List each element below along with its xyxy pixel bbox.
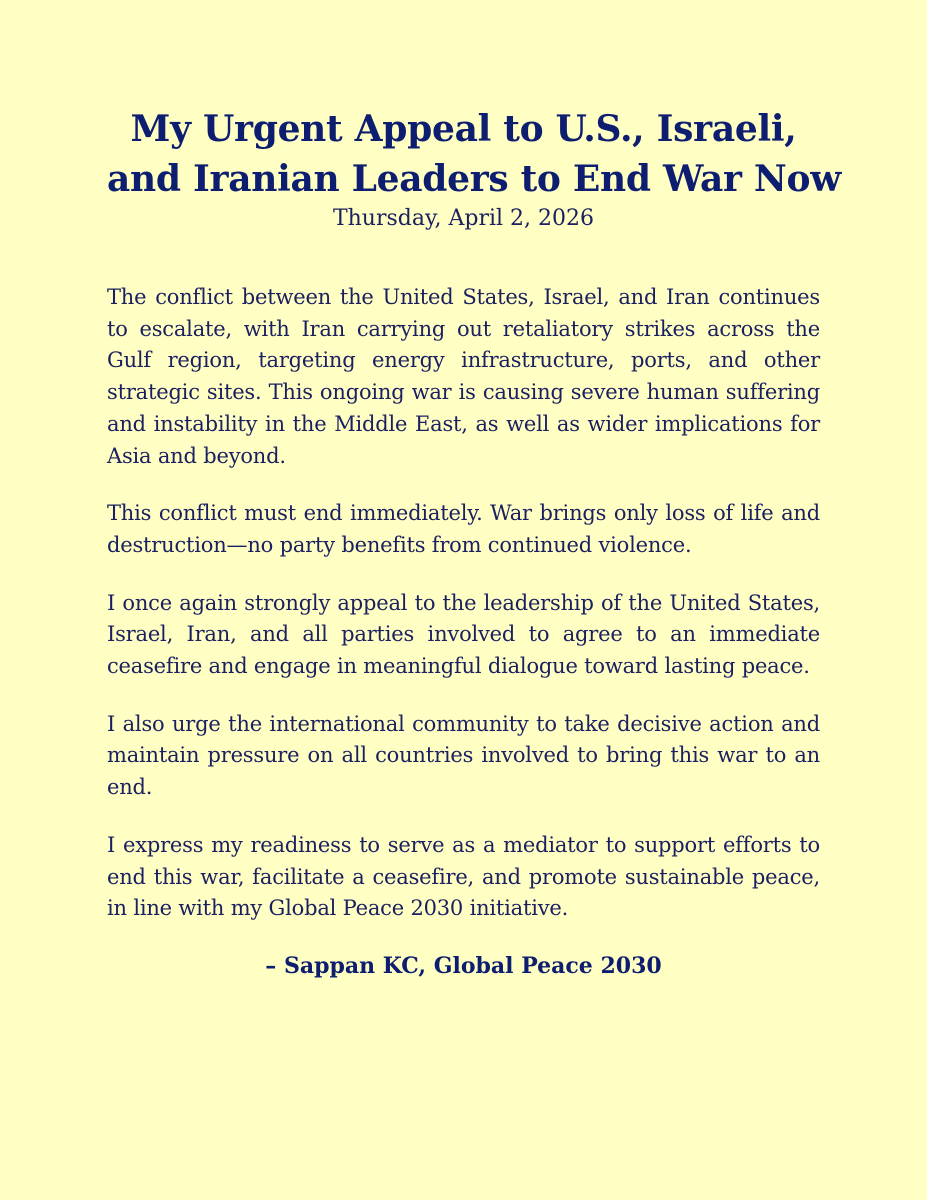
title-line-2: and Iranian Leaders to End War Now [107,158,841,200]
paragraph-5: I express my readiness to serve as a mediator to support efforts to end this war, facilitate a ceasefire, and promote sustainable peace, in line with my Global Peace 2030 initiative. [107,832,820,921]
signature: – Sappan KC, Global Peace 2030 [265,952,662,979]
paragraph-4: I also urge the international community to take decisive action and maintain pressure on all countries involved to bring this war to an end. [107,711,820,800]
paragraph-3: I once again strongly appeal to the leadership of the United States, Israel, Iran, and all parties involved to agree to an immediate ceasefire and engage in meaningful dialogue toward lasting peace. [107,590,820,679]
statement-title [107,104,841,204]
statement-body [107,282,820,925]
paragraph-2: This conflict must end immediately. War brings only loss of life and destruction—no party benefits from continued violence. [107,501,820,557]
title-line-1: My Urgent Appeal to U.S., Israeli, [130,108,797,150]
paragraph-1: The conflict between the United States, Israel, and Iran continues to escalate, with Iran carrying out retaliatory strikes across the Gulf region, targeting energy infrastructure, ports, and other strategic sites. This ongoing war is causing severe human suffering and instability in the Middle East, as well as wider implications for Asia and beyond. [107,285,820,468]
statement-date: Thursday, April 2, 2026 [332,206,595,231]
